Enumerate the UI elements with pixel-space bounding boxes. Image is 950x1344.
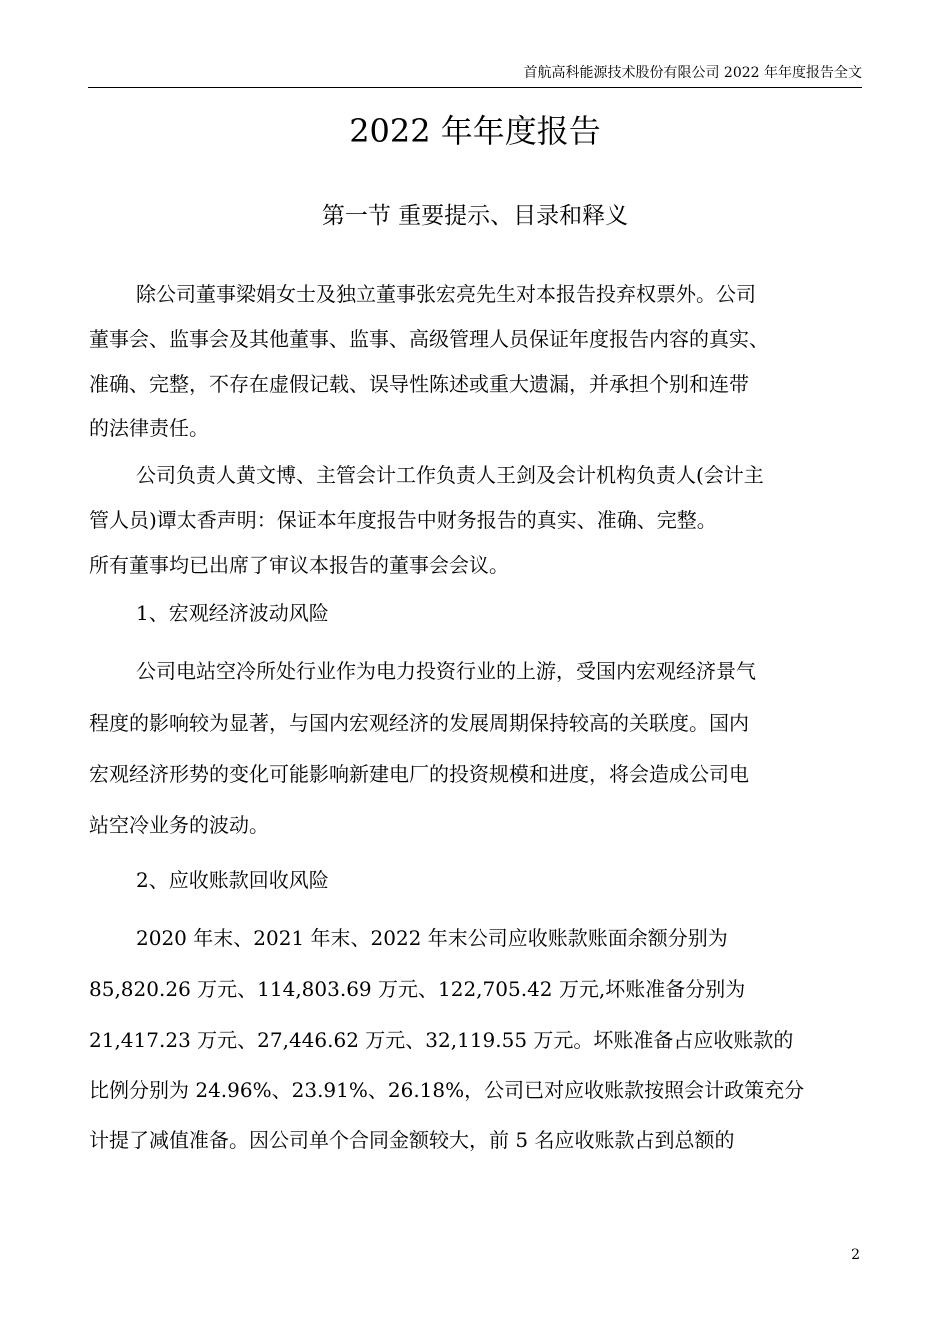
page-number: 2 bbox=[851, 1247, 860, 1263]
declaration-line-2: 董事会、监事会及其他董事、监事、高级管理人员保证年度报告内容的真实、 bbox=[89, 327, 769, 351]
risk1-line-2: 程度的影响较为显著，与国内宏观经济的发展周期保持较高的关联度。国内 bbox=[89, 711, 749, 735]
risk1-heading: 1、宏观经济波动风险 bbox=[136, 601, 329, 625]
risk2-line-5: 计提了减值准备。因公司单个合同金额较大，前 5 名应收账款占到总额的 bbox=[89, 1128, 735, 1152]
declaration-line-3: 准确、完整，不存在虚假记载、误导性陈述或重大遗漏，并承担个别和连带 bbox=[89, 372, 749, 396]
risk1-line-4: 站空冷业务的波动。 bbox=[89, 813, 269, 837]
risk1-line-3: 宏观经济形势的变化可能影响新建电厂的投资规模和进度，将会造成公司电 bbox=[89, 762, 749, 786]
risk2-line-1: 2020 年末、2021 年末、2022 年末公司应收账款账面余额分别为 bbox=[136, 926, 728, 950]
section-heading: 第一节 重要提示、目录和释义 bbox=[321, 203, 629, 229]
risk1-line-1: 公司电站空冷所处行业作为电力投资行业的上游，受国内宏观经济景气 bbox=[136, 659, 756, 683]
risk2-line-2: 85,820.26 万元、114,803.69 万元、122,705.42 万元,坏账准备分别为 bbox=[89, 977, 746, 1001]
attendance-statement: 所有董事均已出席了审议本报告的董事会会议。 bbox=[89, 553, 509, 577]
document-title: 2022 年年度报告 bbox=[349, 112, 601, 150]
responsible-line-2: 管人员)谭太香声明：保证本年度报告中财务报告的真实、准确、完整。 bbox=[89, 508, 717, 532]
header-divider bbox=[88, 87, 862, 88]
risk2-line-3: 21,417.23 万元、27,446.62 万元、32,119.55 万元。坏账准备占应收账款的 bbox=[89, 1028, 794, 1052]
risk2-line-4: 比例分别为 24.96%、23.91%、26.18%，公司已对应收账款按照会计政策充分 bbox=[89, 1078, 805, 1102]
declaration-line-4: 的法律责任。 bbox=[89, 416, 209, 440]
responsible-line-1: 公司负责人黄文博、主管会计工作负责人王剑及会计机构负责人(会计主 bbox=[136, 463, 764, 487]
declaration-line-1: 除公司董事梁娟女士及独立董事张宏亮先生对本报告投弃权票外。公司 bbox=[136, 282, 756, 306]
risk2-heading: 2、应收账款回收风险 bbox=[136, 868, 329, 892]
running-header: 首航高科能源技术股份有限公司 2022 年年度报告全文 bbox=[523, 65, 862, 81]
